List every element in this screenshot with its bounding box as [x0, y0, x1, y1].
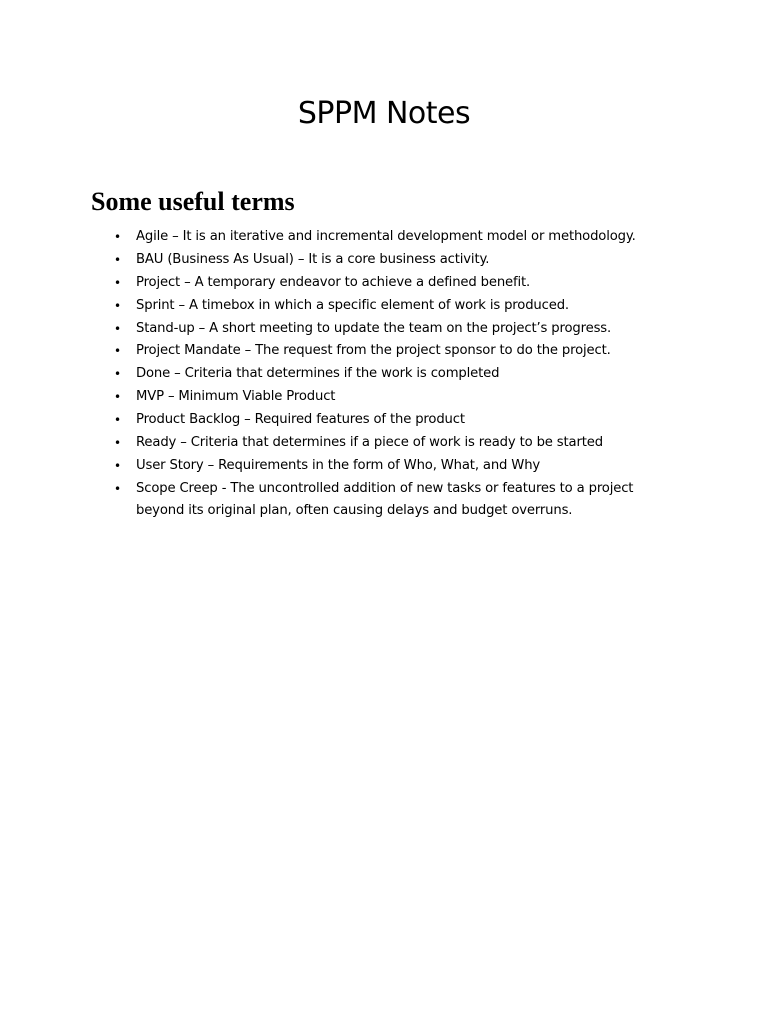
- bullet-icon: •: [114, 230, 121, 244]
- list-item: [0, 455, 768, 477]
- bullet-icon: •: [114, 298, 121, 313]
- bullet-icon: •: [114, 344, 121, 359]
- list-item: [0, 318, 768, 340]
- list-item: [0, 340, 768, 362]
- term-text: Project – A temporary endeavor to achieve a defined benefit.: [136, 274, 531, 290]
- term-text: Product Backlog – Required features of the product: [136, 412, 465, 428]
- list-item: [0, 432, 768, 454]
- list-item: [0, 363, 768, 385]
- bullet-icon: •: [114, 367, 121, 382]
- list-item: [0, 478, 768, 522]
- list-item: [0, 295, 768, 317]
- list-item: [0, 226, 768, 248]
- bullet-icon: •: [114, 436, 121, 451]
- list-item: [0, 409, 768, 431]
- term-text: Project Mandate – The request from the project sponsor to do the project.: [136, 343, 611, 359]
- term-text: Stand-up – A short meeting to update the team on the project’s progress.: [136, 320, 612, 336]
- term-text: Scope Creep - The uncontrolled addition of new tasks or features to a project beyond its original plan, often causing delays and budget overruns.: [136, 480, 634, 518]
- bullet-icon: •: [114, 413, 121, 428]
- terms-list: [0, 226, 768, 523]
- bullet-icon: •: [114, 275, 121, 290]
- term-text: Sprint – A timebox in which a specific element of work is produced.: [136, 297, 569, 313]
- bullet-icon: •: [114, 252, 121, 267]
- term-text: Ready – Criteria that determines if a piece of work is ready to be started: [136, 435, 603, 451]
- list-item: [0, 272, 768, 294]
- bullet-icon: •: [114, 321, 121, 336]
- term-text: User Story – Requirements in the form of Who, What, and Why: [136, 457, 541, 473]
- list-item: [0, 249, 768, 271]
- list-item: [0, 386, 768, 408]
- term-text: MVP – Minimum Viable Product: [136, 389, 336, 405]
- term-text: BAU (Business As Usual) – It is a core business activity.: [136, 251, 490, 267]
- bullet-icon: •: [114, 458, 121, 473]
- term-text: Done – Criteria that determines if the work is completed: [136, 366, 500, 382]
- document-title: SPPM Notes: [297, 96, 471, 131]
- bullet-icon: •: [114, 390, 121, 405]
- section-heading: Some useful terms: [91, 187, 295, 216]
- term-text: Agile – It is an iterative and incremental development model or methodology.: [136, 229, 636, 244]
- bullet-icon: •: [114, 481, 121, 496]
